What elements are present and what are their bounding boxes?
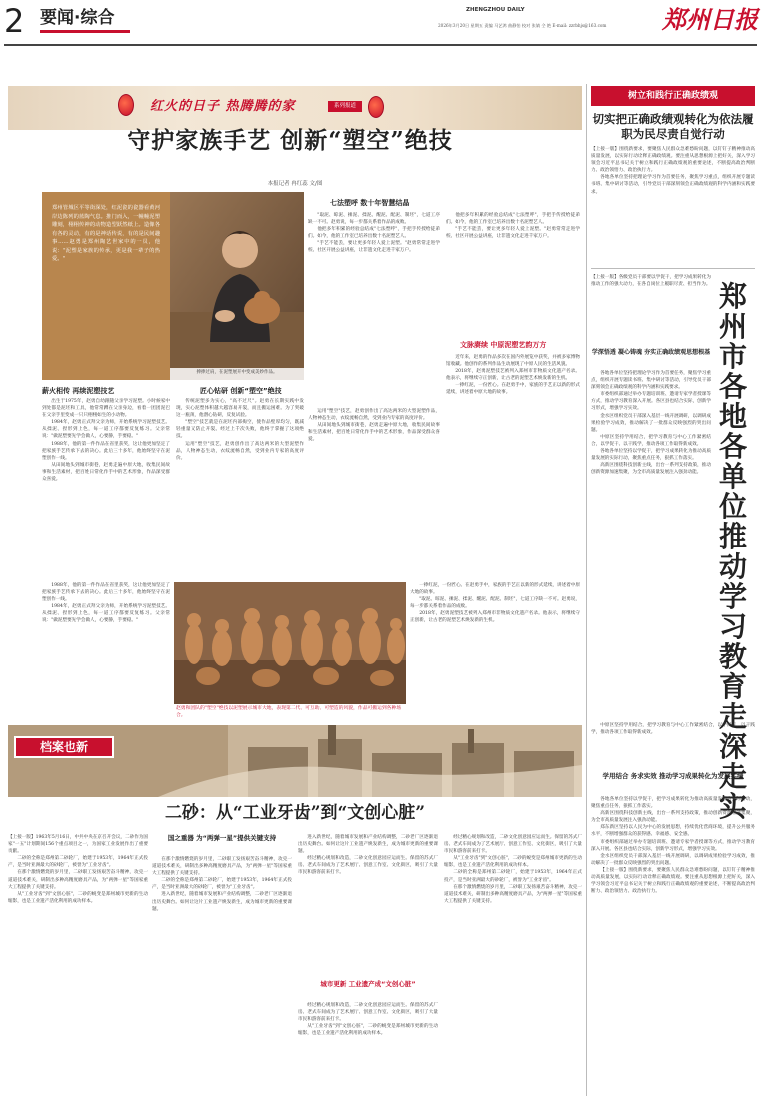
erosha-col4 (444, 834, 582, 1096)
vertical-title-char: 深 (718, 730, 747, 763)
erosha-sub2: 城市更新 工业遗产成“文创心脏” (320, 980, 416, 988)
issue-info: 2026年3月20日 星期五 责编 马艺鸿 曲静怡 校对 张婧 仝 艳 E-mail: zzrbhjs@163.com (438, 23, 607, 28)
paragraph: 1988年，他的第一件作品在省里获奖，这让他更加坚定了把家族手艺传承下去的决心。此后三十多年，他始终坚守在泥塑创作一线。 (42, 583, 170, 603)
masthead-rule (4, 44, 757, 46)
col2-subheading: 匠心钻研 创新“塑空”绝技 (200, 387, 282, 395)
paragraph: 2018年，赵勇泥塑技艺被列入郑州市非物质文化遗产名录。他表示，将继续守正创新，让古老的泥塑艺术焕发新的生机。 (410, 611, 580, 624)
paragraph: 金水区组织党员干部深入基层一线开展调研，以调研成果检验学习成效，推动解决了一批群众反映强烈的突出问题。 (591, 413, 711, 433)
paragraph: 郑东新区坚持以人民为中心的发展思想，持续优化营商环境，提升公共服务水平，不断增强群众的获得感、幸福感、安全感。 (591, 825, 755, 838)
paragraph: "塑空"技艺就是在泥坯内部掏空，使作品壁厚均匀，既减轻重量又防止开裂。经过上千次失败，他终于掌握了这项绝技。 (176, 420, 304, 440)
paragraph: "取泥、晾泥、捶泥、揉泥、醒泥、配泥、制坯"，七道工序缺一不可。赵勇说，每一步都关系着作品的成败。 (410, 597, 580, 610)
paragraph: 运用"塑空"技艺，赵勇创作出了高达两米的大型泥塑作品，人物神态生动，衣纹流畅自然，受到业内专家的高度评价。 (308, 409, 440, 422)
vertical-title-char: 教 (718, 640, 747, 673)
right-section-header: 树立和践行正确政绩观 (591, 86, 755, 106)
paragraph: 进入新世纪，随着城市发展和产业结构调整，二砂老厂区逐渐退出历史舞台。如何让这片工业遗产焕发新生，成为城市更新的重要课题。 (152, 892, 292, 912)
section-title: 要闻·综合 (40, 8, 115, 28)
paragraph: 金水区组织党员干部深入基层一线开展调研，以调研成果检验学习成效，推动解决了一批群众反映强烈的突出问题。 (591, 853, 755, 866)
col4-subheading: 文脉赓续 中原泥塑艺韵万方 (460, 341, 547, 349)
erosha-col3 (298, 834, 438, 976)
col3b-body (308, 408, 440, 578)
feature-byline: 本报记者 冉红蕊 文/图 (267, 181, 323, 187)
right-text-a2 (591, 722, 755, 770)
paragraph: 二砂的全称是郑州第二砂轮厂，始建于1953年，1964年正式投产，是当时亚洲最大的砂轮厂，被誉为"工业牙齿"。 (444, 870, 582, 883)
right-lead2 (591, 274, 711, 342)
paragraph: 二砂的全称是郑州第二砂轮厂，始建于1953年，1964年正式投产，是当时亚洲最大的砂轮厂，被誉为"工业牙齿"。 (8, 856, 148, 869)
vertical-title-char: 走 (718, 760, 747, 793)
paragraph: 中原区坚持学用结合，把学习教育与中心工作紧密结合，以学促干、以干践学，推动各项工作取得新成效。 (591, 434, 711, 447)
paragraph: 他把多年积累的经验总结成"七法塑呼"，手把手传授给徒弟们。如今，他的工作室已培养出数十名泥塑艺人。 (446, 213, 580, 226)
vertical-title-char: 各 (718, 430, 747, 463)
paragraph: 经过精心规划和改造，二砂文化创意园应运而生。保留的苏式厂房、老式车间成为了艺术展厅、创意工作室、文化街区，吸引了大量市民和游客前来打卡。 (298, 1003, 438, 1023)
col4-body (446, 354, 580, 578)
paragraph: 1988年，他的第一件作品在省里获奖，这让他更加坚定了把家族手艺传承下去的决心。此后三十多年，他始终坚守在泥塑创作一线。 (42, 441, 170, 461)
erosha-headline: 二砂：从“工业牙齿”到“文创心脏” (164, 803, 426, 823)
feature-headline: 守护家族手艺 创新“塑空”绝技 (127, 127, 453, 154)
col4-top-body (446, 212, 580, 332)
right-divider (591, 268, 755, 269)
paragraph: "取泥、晾泥、捶泥、揉泥、醒泥、配泥、制坯"，七道工序缺一不可。赵勇说，每一步都关系着作品的成败。 (308, 213, 440, 226)
paragraph: 运用"塑空"技艺，赵勇创作出了高达两米的大型泥塑作品，人物神态生动，衣纹流畅自然，受到业内专家的高度评价。 (176, 441, 304, 461)
paragraph: "手艺不能丢，要让更多年轻人爱上泥塑。"赵勇常常走进学校、社区开展公益讲座，让非遗文化走进千家万户。 (446, 227, 580, 240)
paragraph: 从田间地头到城市街巷，赵勇走遍中原大地，收集民间故事和生活素材，把百姓日常化作手中的艺术形象，作品深受群众喜爱。 (42, 462, 170, 483)
vertical-title-char: 各 (718, 370, 747, 403)
artisan-photo-caption: 捧捧过肩，在泥塑展开中变成美妙作品。 (196, 370, 278, 375)
paragraph: 进入新世纪，随着城市发展和产业结构调整，二砂老厂区逐渐退出历史舞台。如何让这片工业遗产焕发新生，成为城市更新的重要课题。 (298, 835, 438, 855)
paragraph: 高新区围绕科技创新主线，出台一系列支持政策，推动创新资源加速集聚，为全市高质量发展注入强劲动能。 (591, 811, 755, 824)
right-subheadline: 切实把正确政绩观转化为依法履职为民尽责自觉行动 (592, 112, 754, 141)
vertical-title-char: 郑 (718, 280, 747, 313)
paragraph: 高新区围绕科技创新主线，出台一系列支持政策，推动创新资源加速集聚，为全市高质量发展注入强劲动能。 (591, 463, 711, 476)
paragraph: 【上接一版】1963年5月16日，中共中央在京召开会议，二砂作为国家"一五"计划期间156个重点项目之一，为国家工业发展作出了重要贡献。 (8, 835, 148, 855)
paragraph: 各地各单位坚持把理论学习作为首要任务，聚焦学习重点，组织开展专题读书班、集中研讨等活动，引导党员干部深刻领会正确政绩观的科学内涵和实践要求。 (591, 371, 711, 391)
paragraph: 中原区坚持学用结合，把学习教育与中心工作紧密结合，以学促干、以干践学，推动各项工作取得新成效。 (591, 723, 755, 736)
erosha-col3b (298, 1002, 438, 1096)
vertical-title-char: 育 (718, 670, 747, 703)
vertical-title-char: 地 (718, 400, 747, 433)
clay-photo-caption: 赵勇和团队的"塑空"绝技以泥塑展示城市大地，表现第二代、可互助、可塑造的风貌，作品可搬运到各种场合。 (176, 706, 402, 718)
paragraph: 从"工业牙齿"到"文创心脏"，二砂的蜕变是郑州城市更新的生动缩影，也是工业遗产活化利用的成功样本。 (298, 1024, 438, 1037)
paragraph: 从田间地头到城市街巷，赵勇走遍中原大地，收集民间故事和生活素材，把百姓日常化作手中的艺术形象，作品深受群众喜爱。 (308, 423, 440, 443)
vertical-title-char: 推 (718, 520, 747, 553)
vertical-title-char: 市 (718, 340, 747, 373)
paper-english-name: ZHENGZHOU DAILY (466, 7, 525, 13)
paragraph: 在那个激情燃烧的岁月里，二砂职工发扬艰苦奋斗精神，攻克一道道技术难关，研制出多种高精度磨具产品，为"两弹一星"等国家重大工程提供了关键支持。 (8, 870, 148, 890)
vertical-title-char: 动 (718, 550, 747, 583)
vertical-title-char: 州 (718, 310, 747, 343)
clay-sculptures-photo (174, 582, 406, 704)
right-text-b (591, 796, 755, 1096)
paragraph: 各地各单位坚持以学促干，把学习成果转化为推动高质量发展的实际行动，聚焦重点任务，狠抓工作落实。 (591, 449, 711, 462)
paragraph: 二砂的全称是郑州第二砂轮厂，始建于1953年，1964年正式投产，是当时亚洲最大的砂轮厂，被誉为"工业牙齿"。 (152, 878, 292, 891)
paragraph: 【上接一版】各级党员干部要以学促干，把学习成果转化为推动工作的强大动力，在各自岗位上履职尽责、担当作为。 (591, 275, 711, 288)
right-sub-b: 学用结合 务求实效 推动学习成果转化为发展实绩 (602, 772, 744, 780)
paragraph: 各地各单位坚持以学促干，把学习成果转化为推动高质量发展的实际行动，聚焦重点任务，狠抓工作落实。 (591, 797, 755, 810)
paragraph: 经过精心规划和改造，二砂文化创意园应运而生。保留的苏式厂房、老式车间成为了艺术展厅、创意工作室、文化街区，吸引了大量市民和游客前来打卡。 (298, 856, 438, 876)
paragraph: 从"工业牙齿"到"文创心脏"，二砂的蜕变是郑州城市更新的生动缩影，也是工业遗产活化利用的成功样本。 (8, 891, 148, 904)
lantern-icon (118, 94, 134, 116)
erosha-col2 (152, 856, 292, 1096)
paragraph: 从"工业牙齿"到"文创心脏"，二砂的蜕变是郑州城市更新的生动缩影，也是工业遗产活化利用的成功样本。 (444, 856, 582, 869)
vertical-title-char: 单 (718, 460, 747, 493)
paragraph: 一捧红泥，一份匠心。在赵勇手中，家族的手艺正以新的形式延续，讲述着中原大地的故事。 (446, 383, 580, 396)
paper-logo: 郑州日报 (662, 5, 758, 34)
section-underline (40, 30, 130, 33)
col3-subheading: 七法塑呼 数十年智慧结晶 (330, 199, 410, 207)
vertical-title-char: 走 (718, 700, 747, 733)
paragraph: 各地各单位坚持把理论学习作为首要任务，聚焦学习重点，组织开展专题读书班、集中研讨等活动，引导党员干部深刻领会正确政绩观的科学内涵和实践要求。 (591, 175, 755, 195)
paragraph: 在那个激情燃烧的岁月里，二砂职工发扬艰苦奋斗精神，攻克一道道技术难关，研制出多种高精度磨具产品，为"两弹一星"等国家重大工程提供了关键支持。 (444, 884, 582, 904)
right-text-a (591, 370, 711, 718)
right-lead1 (591, 146, 755, 264)
banner-title: 红火的日子 热腾腾的家 (150, 99, 296, 114)
paragraph: 在那个激情燃烧的岁月里，二砂职工发扬艰苦奋斗精神，攻克一道道技术难关，研制出多种高精度磨具产品，为"两弹一星"等国家重大工程提供了关键支持。 (152, 857, 292, 877)
banner-tag: 系列报道 (328, 101, 362, 112)
paragraph: 市委组织部通过举办专题培训班、邀请专家学者授课等方式，推动学习教育深入开展。各区县也结合实际，创新学习形式，增强学习实效。 (591, 392, 711, 412)
vertical-title-char: 学 (718, 580, 747, 613)
col1-bottom-body (42, 582, 170, 706)
col3-body (308, 212, 440, 402)
page-number: 2 (4, 2, 25, 40)
lantern-icon (368, 96, 384, 118)
feature-intro-text: 郑州管城区平等街深处，红泥瓷的瓷器看黄河岸边陈列的蓝陶气息。推门而入，一幢幢泥塑雕刻，栩栩传神的动物造型跃然纸上。造像各有各的灵动，有的是神话传说，有的是民间趣事……赵勇是郑州陶艺世家中的一员，他说："泥塑是家族的传承，更是我一辈子的热爱。" (52, 205, 160, 262)
paragraph: 经过精心规划和改造，二砂文化创意园应运而生。保留的苏式厂房、老式车间成为了艺术展厅、创意工作室、文化街区，吸引了大量市民和游客前来打卡。 (444, 835, 582, 855)
paragraph: 一捧红泥，一份匠心。在赵勇手中，家族的手艺正以新的形式延续，讲述着中原大地的故事。 (410, 583, 580, 596)
paragraph: 2018年，赵勇泥塑技艺被列入郑州市非物质文化遗产名录。他表示，将继续守正创新，让古老的泥塑艺术焕发新的生机。 (446, 369, 580, 382)
col1-body (42, 398, 170, 576)
column-divider (586, 84, 587, 1096)
feature-intro-box (42, 192, 170, 380)
paragraph: 【上接一版】围绕新要求，要聚焦人民群众急难愁盼问题，以钉钉子精神推动高质量发展，以实际行动诠释正确政绩观。要注重从思想根源上把好关，深入学习领会习近平总书记关于树立和践行正确政绩观的重要论述，不断提高政治判断力、政治领悟力、政治执行力。 (591, 867, 755, 895)
paragraph: 【上接一版】围绕新要求，要聚焦人民群众急难愁盼问题，以钉钉子精神推动高质量发展，以实际行动诠释正确政绩观。要注重从思想根源上把好关，深入学习领会习近平总书记关于树立和践行正确政绩观的重要论述，不断提高政治判断力、政治领悟力、政治执行力。 (591, 147, 755, 174)
vertical-title-char: 实 (718, 790, 747, 823)
erosha-col1 (8, 834, 148, 1096)
paragraph: 市委组织部通过举办专题培训班、邀请专家学者授课等方式，推动学习教育深入开展。各区县也结合实际，创新学习形式，增强学习实效。 (591, 839, 755, 852)
vertical-title-char: 位 (718, 490, 747, 523)
col1-subheading: 薪火相传 再续泥塑技艺 (42, 387, 115, 395)
paragraph: 近年来，赵勇的作品多次在国内外展览中获奖，并被多家博物馆收藏。他创作的系列作品生动展现了中原人民的生活风貌。 (446, 355, 580, 368)
paragraph: 他把多年积累的经验总结成"七法塑呼"，手把手传授给徒弟们。如今，他的工作室已培养出数十名泥塑艺人。 (308, 227, 440, 240)
paragraph: 出生于1975年，赵勇自幼跟随父亲学习泥塑。小时候家中到处都是泥坯和工具，他常常蹲在父亲身边，看着一团团泥巴在父亲手里变成一只只栩栩如生的小动物。 (42, 399, 170, 419)
archive-logo-box (14, 736, 114, 758)
col4-bottom-body (410, 582, 580, 716)
col2-body (176, 398, 304, 578)
paragraph: "手艺不能丢，要让更多年轻人爱上泥塑。"赵勇常常走进学校、社区开展公益讲座，让非遗文化走进千家万户。 (308, 241, 440, 254)
artisan-photo (170, 192, 304, 380)
paragraph: 1984年，赵勇正式拜父亲为师，开始系统学习泥塑技艺。从揉泥、捏形到上色，每一道工序都要反复练习。父亲常说："做泥塑要先学会做人，心要静，手要稳。" (42, 420, 170, 440)
right-sub-a: 学深悟透 凝心铸魂 夯实正确政绩观思想根基 (591, 349, 711, 356)
archive-logo-text: 档案也新 (39, 740, 88, 754)
paragraph: 传统泥塑多为实心，"高不过尺"。赵勇在长期实践中发现，实心泥塑体积越大越容易开裂，而且搬运困难。为了突破这一瓶颈，他潜心钻研，反复试验。 (176, 399, 304, 419)
erosha-sub1: 国之重器 为“两弹一星”提供关键支持 (167, 834, 277, 842)
vertical-title-char: 习 (718, 610, 747, 643)
paragraph: 1984年，赵勇正式拜父亲为师，开始系统学习泥塑技艺。从揉泥、捏形到上色，每一道工序都要反复练习。父亲常说："做泥塑要先学会做人，心要静，手要稳。" (42, 604, 170, 624)
